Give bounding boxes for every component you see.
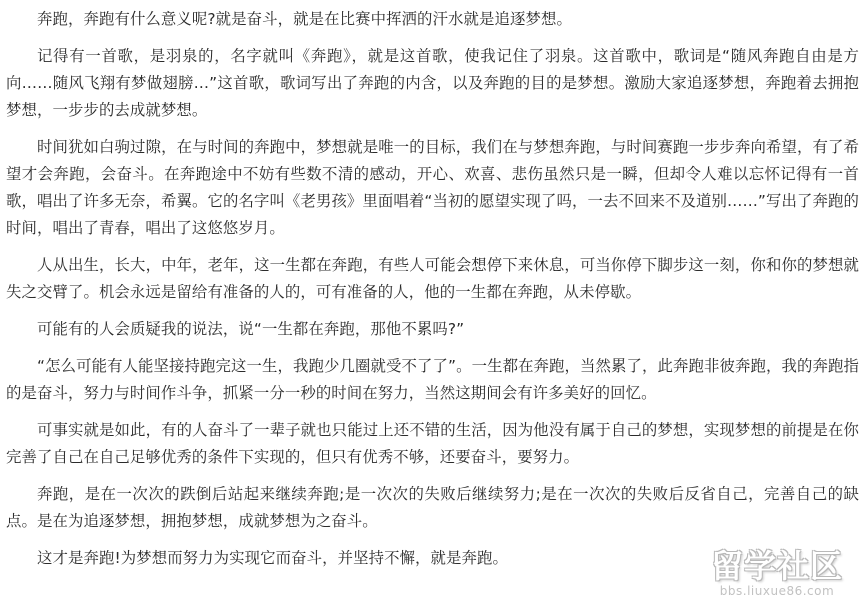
paragraph-2: 记得有一首歌，是羽泉的，名字就叫《奔跑》，就是这首歌，使我记住了羽泉。这首歌中，歌词是“随风奔跑自由是方向……随风飞翔有梦做翅膀…”这首歌，歌词写出了奔跑的内含，以及奔跑的目的是梦想。激励大家追逐梦想，奔跑着去拥抱梦想，一步步的去成就梦想。 xyxy=(6,47,859,119)
paragraph-1: 奔跑，奔跑有什么意义呢?就是奋斗，就是在比赛中挥洒的汗水就是追逐梦想。 xyxy=(37,10,572,28)
paragraph-8: 奔跑，是在一次次的跌倒后站起来继续奔跑;是一次次的失败后继续努力;是在一次次的失败后反省自己，完善自己的缺点。是在为追逐梦想，拥抱梦想，成就梦想为之奋斗。 xyxy=(6,485,859,530)
paragraph-4: 人从出生，长大，中年，老年，这一生都在奔跑，有些人可能会想停下来休息，可当你停下脚步这一刻，你和你的梦想就失之交臂了。机会永远是留给有准备的人的，可有准备的人，他的一生都在奔跑，从未停歇。 xyxy=(6,256,859,301)
paragraph-7: 可事实就是如此，有的人奋斗了一辈子就也只能过上还不错的生活，因为他没有属于自己的梦想，实现梦想的前提是在你完善了自己在自己足够优秀的条件下实现的，但只有优秀不够，还要奋斗，要努力。 xyxy=(6,421,859,466)
watermark-logo: 留学社区 xyxy=(710,547,843,585)
watermark-url: bbs.liuxue86.com xyxy=(719,584,835,598)
paragraph-6: “怎么可能有人能坚接持跑完这一生，我跑少几圈就受不了了”。一生都在奔跑，当然累了，此奔跑非彼奔跑，我的奔跑指的是奋斗，努力与时间作斗争，抓紧一分一秒的时间在努力，当然这期间会有许多美好的回忆。 xyxy=(6,357,859,402)
paragraph-5: 可能有的人会质疑我的说法，说“一生都在奔跑，那他不累吗?” xyxy=(37,320,465,338)
paragraph-9: 这才是奔跑!为梦想而努力为实现它而奋斗，并坚持不懈，就是奔跑。 xyxy=(37,549,508,567)
paragraph-3: 时间犹如白驹过隙，在与时间的奔跑中，梦想就是唯一的目标，我们在与梦想奔跑，与时间赛跑一步步奔向希望，有了希望才会奔跑，会奋斗。在奔跑途中不妨有些数不清的感动，开心、欢喜、悲伤虽然只是一瞬，但却令人难以忘怀记得有一首歌，唱出了许多无奈，希翼。它的名字叫《老男孩》里面唱着“当初的愿望实现了吗，一去不回来不及道别……”写出了奔跑的时间，唱出了青春，唱出了这悠悠岁月。 xyxy=(6,138,859,237)
